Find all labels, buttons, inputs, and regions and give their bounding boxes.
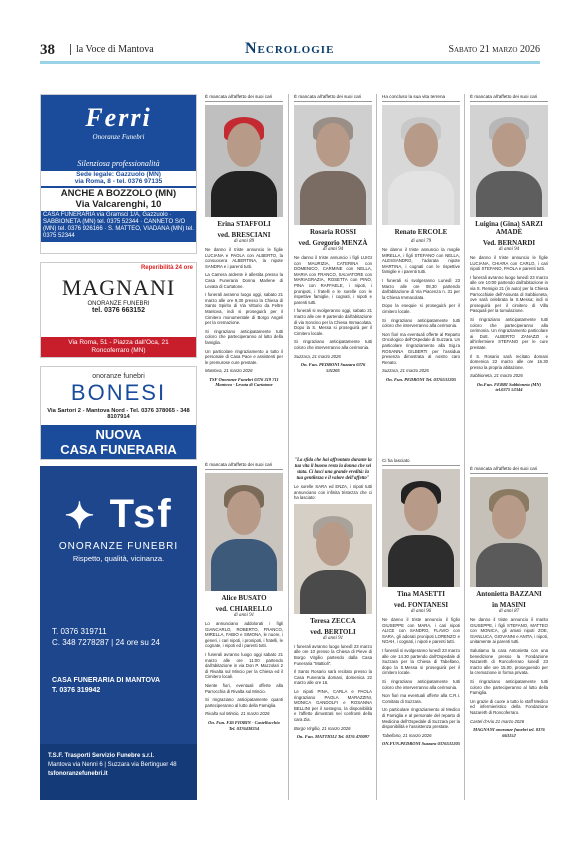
face-shape (227, 123, 261, 167)
bonesi-bar (41, 425, 196, 459)
tsf-tel1: T. 0376 319711 (52, 627, 107, 636)
deceased-age: di anni 79 (410, 239, 432, 244)
obit-text (470, 617, 548, 724)
face-shape (316, 522, 350, 566)
body-shape (300, 570, 366, 614)
deceased-name: Rosaria ROSSI (309, 228, 357, 236)
obit-paragraph: Si ringraziano anticipatamente tutti coloro che parteciperanno al lutto della famiglia. (205, 328, 283, 345)
body-shape (388, 535, 454, 587)
tsf-foot2: Mantova via Nenni 6 | Suzzara via Bertinguer 48 (48, 762, 177, 768)
portrait-photo (294, 504, 372, 614)
ferri-big1: ANCHE A BOZZOLO (MN) (41, 186, 196, 199)
deceased-name-2: ved. CHIARELLO (215, 605, 273, 613)
issue-date: Sabato 21 marzo 2026 (448, 44, 540, 55)
obituary (382, 458, 460, 747)
tsf-casa-label: CASA FUNERARIA DI MANTOVA (52, 677, 161, 684)
obit-paragraph: Ne danno il triste annuncio i figli LUIGI con MAURIZIA, CATERINA con DOMENICO, CARMINE con NELLA, MARIA con FRANCO, SALVATORE con MARIAGRAZIA, ROSETTA con PINO, PINA con RAFFAELE, i nipoti, i pronipoti, i fratelli e le sorelle con le rispettive famiglie, i cognati, i nipoti e parenti tutti. (294, 255, 372, 305)
deceased-name-2: ved. BERTOLI (310, 627, 356, 636)
portrait-photo (382, 469, 460, 587)
obit-paragraph: Lo annunciano addolorati i figli GIANCARLO, ROBERTO, FRANCO, MIRELLA, FABIO e SIMONA, le nuore, i generi, i cari nipoti, i pronipoti, i fratelli, le cognate, i nipoti ed i parenti tutti. (205, 621, 283, 649)
portrait-photo (382, 105, 460, 225)
body-shape (211, 539, 277, 591)
ferri-bar: CASA FUNERARIA via Gramsci 1/A, Gazzuolo · SABBIONETA (MN) tel. 0375 52344 · CANNETO S/O (MN) tel. 0376 926166 · S. MATTEO, VIADANA (MN) tel. 0375 52344 (41, 211, 196, 242)
obit-paragraph: Ne danno il triste annuncio le figlie LUCIANA e PAOLA con ALBERTO, la consuocera ALBERTINA, la nipote SANDRA e i parenti tutti. (205, 247, 283, 269)
obit-column-3 (382, 94, 460, 800)
obit-paragraph: Non fiori ma eventuali offerte alla C.R.I. Comitato di Suzzara. (382, 693, 460, 704)
obit-paragraph: Si ringraziano anticipatamente tutti coloro che interverranno alla cerimonia. (382, 678, 460, 690)
funeral-home: On. Fun. PEDRONI Suzzara 0376 531205 (300, 362, 366, 373)
obit-date: Rivalta sul Mincio, 21 marzo 2026 (205, 711, 270, 717)
bonesi-name: BONESI (70, 380, 167, 405)
obit-date: Castel d'Ario 21 marzo 2026 (470, 718, 525, 724)
obituary (294, 94, 372, 373)
ferri-logo: Ferri (85, 103, 152, 132)
tsf-phones (52, 626, 160, 648)
obit-intro: È mancata all'affetto dei suoi cari (294, 94, 372, 102)
body-shape (388, 171, 454, 225)
obit-paragraph: Si ringraziano anticipatamente tutti coloro che parteciperanno alla cerimonia. Un ringraziamento particolare ai Dott. ALBERTO ZANAZZI e all'infermiere STEFANO per le cure prestate. (470, 316, 548, 350)
funeral-home: On. Fun. F.lli FIORIN - Castellucchio Tel. 0376438254 (208, 719, 280, 731)
deceased-age: di anni 94 (498, 247, 520, 252)
funeral-home: On. Fun. PEDRONI Tel. 0376531205 (386, 376, 456, 382)
ad-magnani (40, 262, 197, 358)
obit-date: Mantova, 21 marzo 2026 (205, 368, 253, 374)
deceased-name-2: in MASINI (492, 601, 526, 609)
ferri-line1: Sede legale: Gazzuolo (MN) (76, 171, 161, 178)
tsf-logo-text: Tsf (109, 492, 173, 536)
obituary (294, 456, 372, 740)
obituary (470, 466, 548, 738)
portrait-photo (205, 473, 283, 591)
obit-paragraph: I funerali avranno luogo oggi sabato 21 marzo alle ore 11:00 partendo dall'abitazione in via Don P. Mazzolari 2 di Rivalta sul Mincio per la Chiesa ed il Cimitero locali. (205, 651, 283, 680)
obit-intro: È mancata all'affetto dei suoi cari (470, 466, 548, 474)
magnani-sub: ONORANZE FUNEBRI (87, 301, 150, 307)
obituary (205, 462, 283, 731)
deceased-name: Erina STAFFOLI (217, 220, 271, 228)
funeral-home: ON.FUN.PEDRONI Suzzara 0376531205 (382, 741, 461, 747)
body-shape (476, 543, 542, 587)
obit-paragraph: Si ringraziano anticipatamente tutti coloro che interverranno alla cerimonia. (294, 339, 372, 350)
bonesi-address: Via Sartori 2 - Mantova Nord - Tel. 0376 378065 - 348 8107914 (47, 408, 190, 420)
body-shape (476, 171, 542, 217)
ferri-header (41, 95, 196, 157)
column-divider (288, 94, 289, 800)
portrait-photo (470, 477, 548, 587)
tsf-tel2: C. 348 7278287 | 24 ore su 24 (52, 638, 160, 647)
obit-paragraph: Dopo la esequie si proseguirà per il cimitero locale. (382, 303, 460, 314)
obit-paragraph: I funerali si svolgeranno lunedì 23 marzo alle ore 14.30 partendo dall'Ospedale di Suzzara per la Chiesa di Tabellano, dopo la S.Messa si proseguirà per il cimitero locale. (382, 647, 460, 676)
obit-intro: Ha concluso la sua vita terrena (382, 94, 460, 102)
face-shape (492, 123, 526, 167)
magnani-name: MAGNANI (61, 275, 176, 300)
face-shape (316, 123, 350, 167)
star-icon: ✦ (64, 495, 97, 537)
obit-date: Suzzara, 21 marzo 2026 (382, 368, 429, 374)
obit-text-top (294, 484, 372, 501)
funeral-home: MAGNANI onoranze funebri tel. 0376 663152 (473, 727, 545, 738)
deceased-name: Antonietta BAZZANI (476, 590, 542, 598)
obit-intro: È mancata all'affetto dei suoi cari (205, 462, 283, 470)
deceased-age: di anni 91 (233, 613, 255, 618)
obit-paragraph: Le nipoti PINA, CARLA e PAOLA ringraziano PAOLA MARAZZINI, MONICA GANDOLFI e ROSANNA BELLINI per il sostegno, la disponibilità e l'affetto dimostrati nei confronti della cara Zia. (294, 688, 372, 722)
page-header (40, 40, 540, 64)
column-divider (376, 94, 377, 800)
deceased-name: Luigina (Gina) SARZI AMADÈ (475, 220, 543, 236)
tsf-foot1: T.S.F. Trasporti Servizio Funebre s.r.l. (48, 753, 155, 759)
obit-paragraph: I funerali si svolgeranno Lunedì 23 Marzo alle ore 08,30 partendo dall'abitazione di Via Piacenza n. 31 per la Chiesa Immacolata. (382, 277, 460, 300)
obit-paragraph: Si ringraziano anticipatamente tutti coloro che interverranno alla cerimonia. (382, 317, 460, 329)
face-shape (404, 123, 438, 167)
deceased-age: di anni 89 (233, 239, 255, 244)
obit-text (382, 617, 460, 738)
obit-paragraph: Salutiamo la cara Antonietta con una benedizione presso la Fondazione Nazareth di Roncoferraro lunedì 23 marzo alle ore 15.00, proseguendo per la cremazione in forma privata. (470, 647, 548, 676)
page-number: 38 (40, 42, 55, 58)
ad-tsf (40, 466, 197, 800)
obit-intro: Ci ha lasciato (382, 458, 460, 466)
obit-paragraph: Niente fiori, eventuali offerte alla Parrocchia di Rivalta sul Mincio. (205, 682, 283, 694)
deceased-age: di anni 91 (322, 635, 344, 641)
deceased-age: di anni 87 (498, 609, 520, 614)
obit-column-2 (294, 94, 372, 800)
obit-paragraph: Ne danno il triste annuncio il figlio GIUSEPPE con MARA, i cari nipoti ALICE con SANDRO, FLAVIO con SARA, gli adorati pronipoti LORENZO e NOAH, i cognati, i nipoti e parenti tutti. (382, 617, 460, 645)
magnani-addr2: Roncoferraro (MN) (91, 347, 146, 355)
deceased-name: Renato ERCOLE (394, 228, 448, 236)
funeral-home: On. Fun. MATTIOLI Tel. 0376 470097 (296, 734, 370, 740)
obit-date: Borgo Virgilio, 21 marzo 2026 (294, 725, 351, 731)
obit-paragraph: Non fiori ma eventuali offerte al Reparto Oncologico dell'Ospedale di Suzzara. Un particolare ringraziamento alla Sig.ra ROSANNA GILBERTI per l'assidua presenza dimostrata al nostro caro Renato. (382, 331, 460, 365)
ad-bonesi (40, 366, 197, 460)
deceased-name-2: ved. BRESCIANI (217, 231, 271, 239)
bonesi-top: onoranze funebri (92, 373, 145, 380)
body-shape (211, 171, 277, 217)
obituary (205, 94, 283, 388)
obit-paragraph: I funerali avranno luogo lunedì 23 marzo alle ore 10:00 partendo dall'abitazione in via S. Remigio 21 (in auto) per la Chiesa Parrocchiale dell'Assunta di Sabbioneta, ove sarà celebrata la S.Messa; indi si proseguirà per il cimitero di Villa Pasquali per la tumulazione. (470, 274, 548, 314)
tsf-casa-tel: T. 0376 319942 (52, 687, 101, 694)
obit-text (294, 255, 372, 359)
deceased-name-2: ved. Gregorio MENZÀ (298, 239, 368, 247)
obit-paragraph: Si ringraziano anticipatamente quanti parteciperanno al lutto della Famiglia. (205, 697, 283, 708)
face-shape (404, 487, 438, 531)
obit-paragraph: La Camera ardente è allestita presso la Casa Funeraria Donna Marlene di Levata di Curtatone. (205, 272, 283, 289)
deceased-age: di anni 94 (322, 247, 344, 252)
obit-intro: È mancata all'affetto dei suoi cari (205, 94, 283, 102)
obit-text (470, 255, 548, 379)
obit-paragraph: I funerali avranno luogo lunedì 23 marzo alle ore 10 presso la Chiesa di Pieve di Borgo Virgilio partendo dalla Casa Funeraria "Mattioli". (294, 643, 372, 666)
bonesi-bar2: CASA FUNERARIA (60, 442, 177, 457)
face-shape (227, 491, 261, 535)
obit-column-1 (205, 94, 283, 800)
magnani-tel: tel. 0376 663152 (92, 307, 145, 314)
magnani-tag: Reperibilità 24 ore (140, 265, 193, 271)
obit-paragraph: Ne danno il triste annuncio le figlie LUCIANA, CHIARA con CARLO, i cari nipoti STEFANO, PAOLA e parenti tutti. (470, 255, 548, 272)
deceased-name-2: Ved. BERNARDI (482, 239, 536, 247)
bonesi-bar1: NUOVA (95, 427, 142, 442)
ferri-big2: Via Valcarenghi, 10 (75, 199, 162, 211)
tsf-casa (52, 676, 160, 696)
magnani-address-bar (41, 337, 196, 357)
obit-paragraph: Un grazie di cuore a tutto lo staff Medico ed infermieristico della Fondazione Nazareth di Roncoferraro. (470, 698, 548, 715)
body-shape (300, 171, 366, 225)
obituary (470, 94, 548, 393)
obit-text (294, 644, 372, 731)
tsf-foot3: tsfonoranzefunebri.it (48, 771, 108, 777)
tsf-name: ONORANZE FUNEBRI (58, 541, 179, 553)
deceased-name: Alice BUSATO (221, 594, 267, 602)
portrait-photo (205, 105, 283, 217)
funeral-home: On.Fun. FERRI Sabbioneta (MN) tel.0375 52344 (476, 381, 542, 393)
deceased-name-2: ved. FONTANESI (393, 601, 449, 609)
obit-column-4 (470, 94, 548, 800)
ferri-motto: Silenziosa professionalità (41, 157, 196, 171)
obit-paragraph: I funerali avranno luogo oggi, sabato 21 marzo alle ore 9,30 presso la Chiesa di Santo Spirito di Via Vittorio da Feltre Mantova, indi si proseguirà per il Cimitero monumentale di Borgo Angeli per la cremazione. (205, 292, 283, 326)
obit-quote: "La sfida che hai affrontato durante la tua vita il buono resta la donna che sei stata. Ci lasci una grande eredità: la tua gentilezza e il valore dell'affetto" (294, 458, 372, 481)
obit-text (205, 247, 283, 374)
obit-paragraph: Ne danno il triste annuncio la moglie MIRELLA, i figli STEFANO con NELLA, ALESSANDRO, l'adorata nipote MARTINA, i cognati con le rispettive famiglie e i parenti tutti. (382, 247, 460, 275)
obit-paragraph: Un particolare ringraziamento al Medico di Famiglia e al personale del reparto di Medicina dell'Ospedale di Suzzara per la disponibilità e l'assistenza prestate. (382, 707, 460, 730)
obit-date: Tabellano, 21 marzo 2026 (382, 732, 432, 738)
tsf-logo (40, 492, 197, 537)
obit-date: Suzzara, 21 marzo 2026 (294, 353, 341, 359)
portrait-photo (294, 105, 372, 225)
obituary (382, 94, 460, 382)
section-title: Necrologie (245, 40, 335, 57)
obit-text (382, 247, 460, 374)
obit-paragraph: Si ringraziano anticipatamente tutti coloro che parteciperanno al lutto della Famiglia. (470, 678, 548, 696)
deceased-name: Teresa ZECCA (310, 616, 356, 625)
newspaper-name: la Voce di Mantova (70, 44, 154, 55)
deceased-age: di anni 96 (410, 609, 432, 614)
obit-date: Sabbioneta, 21 marzo 2026 (470, 373, 523, 379)
tsf-motto: Rispetto, qualità, vicinanza. (72, 554, 165, 564)
deceased-name: Tina MASETTI (397, 590, 445, 598)
face-shape (492, 495, 526, 539)
obit-paragraph: Il S. Rosario sarà recitato domani domenica 22 marzo alle ore 16.30 presso la propria abitazione. (470, 353, 548, 370)
ferri-line2: via Roma, 8 - tel. 0376 97135 (74, 178, 163, 186)
obit-paragraph: Ne danno il triste annuncio il marito GIUSEPPE, i figli STEFANO, MATTEO con MONICA, gli amati nipoti ZOE, GIANLUCA, GIOVANNI e ANITA, i nipoti, unitamente ai parenti tutti. (470, 617, 548, 645)
magnani-addr1: Via Roma, 51 - Piazza dall'Oca, 21 (68, 339, 169, 347)
portrait-photo (470, 105, 548, 217)
obit-paragraph: Le sorelle SARA ed ENZA, i nipoti tutti annunciano con infinita tristezza che ci ha lasciato: (294, 484, 372, 501)
ad-ferri (40, 94, 197, 254)
tsf-footer (40, 744, 197, 800)
obit-paragraph: Il Santo Rosario sarà recitato presso la Casa Funeraria domani, domenica 22 marzo alle ore 16. (294, 669, 372, 686)
ferri-subtitle: Onoranze Funebri (92, 133, 145, 141)
funeral-home: TSF Onoranze Funebri 0376 319 711 Mantova - Levata di Curtatone (209, 376, 279, 388)
obit-paragraph: I funerali si svolgeranno oggi, sabato 21 marzo alle ore 9 partendo dall'abitazione di via Soncino per la Chiesa Immacolata. Dopo la S. Messa si proseguirà per il Cimitero locale. (294, 308, 372, 336)
obit-paragraph: Un particolare ringraziamento a tutto il personale di Casa Pace e assistenti per le premurose cure prestate. (205, 348, 283, 365)
obit-intro: È mancata all'affetto dei suoi cari (470, 94, 548, 102)
obit-text (205, 621, 283, 717)
column-divider (464, 94, 465, 800)
